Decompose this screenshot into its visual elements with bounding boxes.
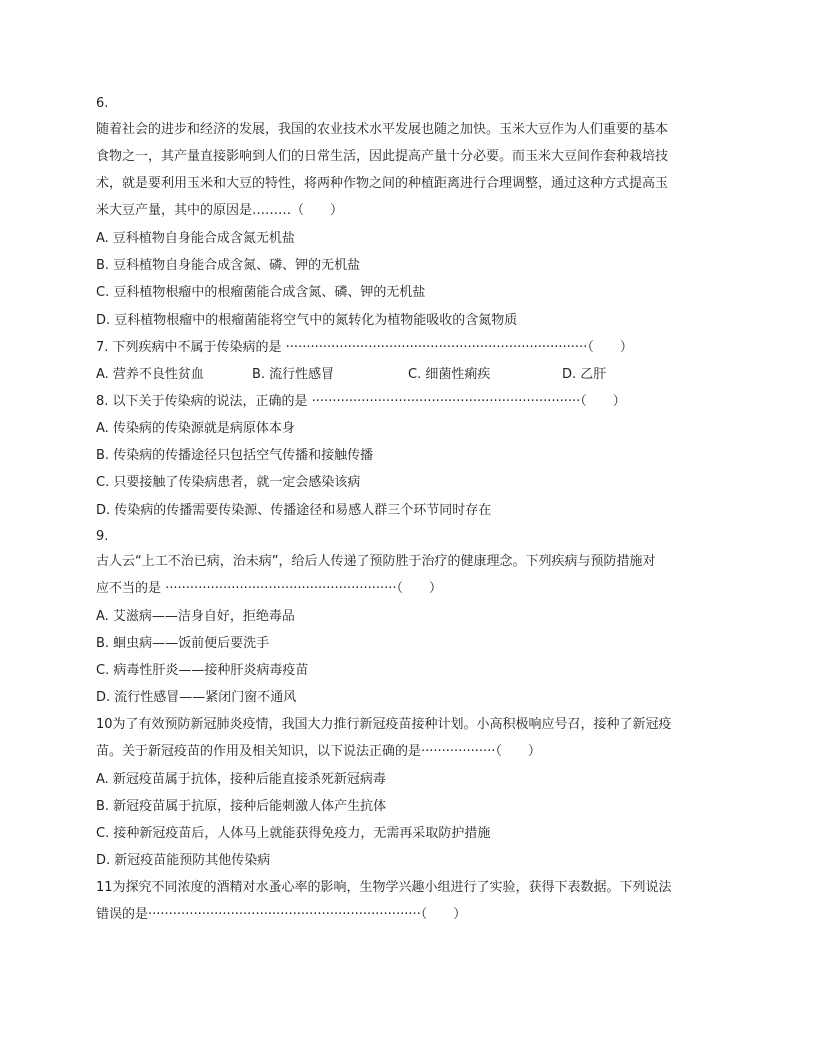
- q8-option-a: A. 传染病的传染源就是病原体本身: [96, 421, 295, 436]
- q9-option-c: C. 病毒性肝炎——接种肝炎病毒疫苗: [96, 663, 309, 678]
- q7-options-row: [96, 366, 726, 384]
- q6-stem-line-1: 随着社会的进步和经济的发展，我国的农业技术水平发展也随之加快。玉米大豆作为人们重要的基本: [96, 122, 669, 137]
- q10-stem-line-1: 10为了有效预防新冠肺炎疫情，我国大力推行新冠疫苗接种计划。小高积极响应号召，接种了新冠疫: [96, 717, 672, 732]
- q11-stem-line-2: 错误的是··································································（ ）: [96, 907, 467, 922]
- q8-option-d: D. 传染病的传播需要传染源、传播途径和易感人群三个环节同时存在: [96, 503, 492, 518]
- q9-stem-line-1: 古人云“上工不治已病，治未病”，给后人传递了预防胜于治疗的健康理念。下列疾病与预防措施对: [96, 554, 656, 569]
- q8-option-b: B. 传染病的传播途径只包括空气传播和接触传播: [96, 448, 374, 463]
- q9-number: 9.: [96, 529, 109, 544]
- q11-stem-line-1: 11为探究不同浓度的酒精对水蚤心率的影响，生物学兴趣小组进行了实验，获得下表数据。下列说法: [96, 880, 672, 895]
- q6-option-d: D. 豆科植物根瘤中的根瘤菌能将空气中的氮转化为植物能吸收的含氮物质: [96, 313, 518, 328]
- q9-option-b: B. 蛔虫病——饭前便后要洗手: [96, 636, 270, 651]
- q8-stem: 8. 以下关于传染病的说法，正确的是 ·································································（ ）: [96, 394, 626, 409]
- q7-option-d: D. 乙肝: [562, 367, 607, 382]
- q7-option-c: C. 细菌性痢疾: [408, 367, 491, 382]
- q7-option-b: B. 流行性感冒: [252, 367, 335, 382]
- q8-option-c: C. 只要接触了传染病患者，就一定会感染该病: [96, 475, 361, 490]
- q9-option-a: A. 艾滋病——洁身自好，拒绝毒品: [96, 609, 295, 624]
- q6-option-b: B. 豆科植物自身能合成含氮、磷、钾的无机盐: [96, 258, 361, 273]
- q6-option-a: A. 豆科植物自身能合成含氮无机盐: [96, 231, 295, 246]
- q6-stem-line-4: 米大豆产量，其中的原因是………（ ）: [96, 203, 344, 218]
- q10-option-c: C. 接种新冠疫苗后，人体马上就能获得免疫力，无需再采取防护措施: [96, 826, 491, 841]
- q9-stem-line-2: 应不当的是 ························································（ ）: [96, 581, 443, 596]
- q7-stem: 7. 下列疾病中不属于传染病的是 ·········································································（ ）: [96, 340, 633, 355]
- q10-stem-line-2: 苗。关于新冠疫苗的作用及相关知识，以下说法正确的是··················（ ）: [96, 744, 541, 759]
- q6-stem-line-2: 食物之一，其产量直接影响到人们的日常生活，因此提高产量十分必要。而玉米大豆间作套种栽培技: [96, 149, 669, 164]
- q6-option-c: C. 豆科植物根瘤中的根瘤菌能合成含氮、磷、钾的无机盐: [96, 285, 426, 300]
- q10-option-d: D. 新冠疫苗能预防其他传染病: [96, 853, 271, 868]
- q10-option-b: B. 新冠疫苗属于抗原，接种后能刺激人体产生抗体: [96, 799, 387, 814]
- q10-option-a: A. 新冠疫苗属于抗体，接种后能直接杀死新冠病毒: [96, 772, 386, 787]
- q7-option-a: A. 营养不良性贫血: [96, 367, 204, 382]
- q6-number: 6.: [96, 96, 109, 111]
- q6-stem-line-3: 术，就是要利用玉米和大豆的特性，将两种作物之间的种植距离进行合理调整，通过这种方式提高玉: [96, 176, 669, 191]
- q9-option-d: D. 流行性感冒——紧闭门窗不通风: [96, 690, 297, 705]
